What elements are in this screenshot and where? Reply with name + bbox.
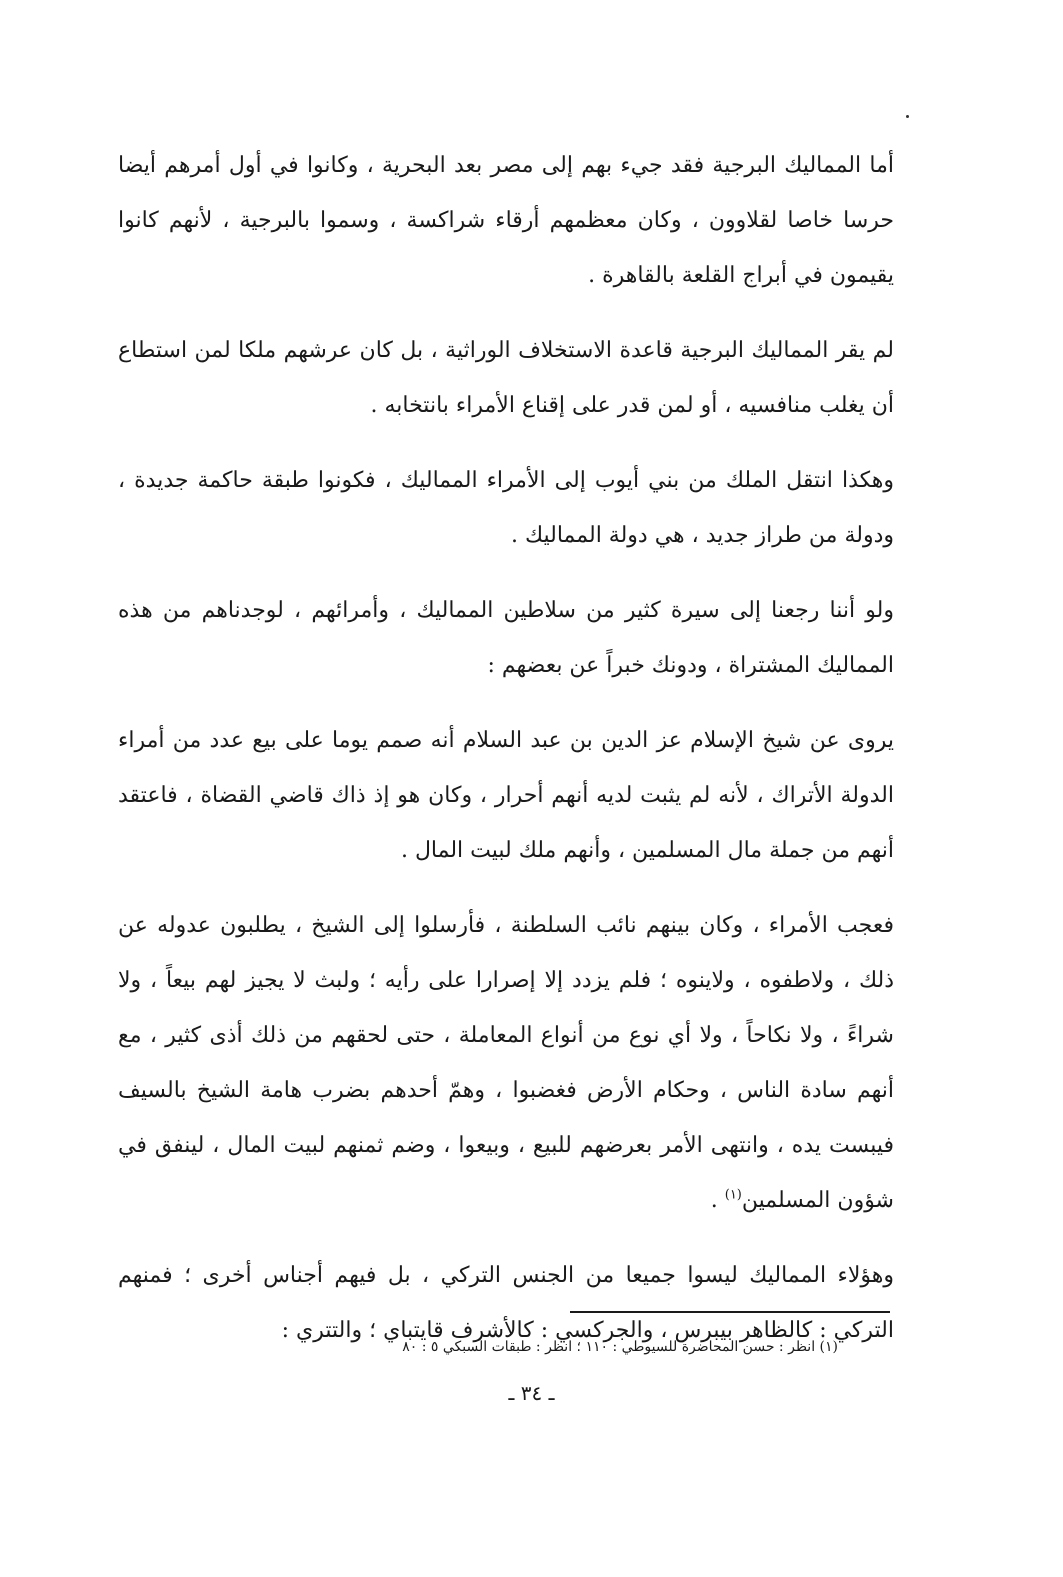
paragraph-5: يروى عن شيخ الإسلام عز الدين بن عبد السلام أنه صمم يوما على بيع عدد من أمراء الدولة الأتراك ، لأنه لم يثبت لديه أنهم أحرار ، وكان هو إذ ذاك قاضي القضاة ، فاعتقد أنهم من جملة مال المسلمين ، وأنهم ملك لبيت المال . (118, 728, 894, 863)
footnote-reference[interactable]: (١) (724, 1187, 742, 1203)
paragraph-4: ولو أننا رجعنا إلى سيرة كثير من سلاطين المماليك ، وأمرائهم ، لوجدناهم من هذه المماليك المشتراة ، ودونك خبراً عن بعضهم : (118, 598, 895, 678)
footnote-divider (570, 1311, 890, 1313)
footnote: (١) انظر : حسن المحاضرة للسيوطي : ١١٠ ؛ انظر : طبقات السبكي ٥ : ٨٠ (402, 1339, 838, 1355)
paragraph-3: وهكذا انتقل الملك من بني أيوب إلى الأمراء المماليك ، فكونوا طبقة حاكمة جديدة ، ودولة من طراز جديد ، هي دولة المماليك . (118, 468, 894, 548)
stray-mark (906, 115, 909, 118)
paragraph-7: وهؤلاء المماليك ليسوا جميعا من الجنس التركي ، بل فيهم أجناس أخرى ؛ فمنهم التركي : كالظاهر بيبرس ، والجركسي : كالأشرف قايتباي ؛ والتتري : (118, 1263, 894, 1343)
paragraph-2: لم يقر المماليك البرجية قاعدة الاستخلاف الوراثية ، بل كان عرشهم ملكا لمن استطاع أن يغلب منافسيه ، أو لمن قدر على إقناع الأمراء بانتخابه . (118, 338, 894, 418)
paragraph-1: أما المماليك البرجية فقد جيء بهم إلى مصر بعد البحرية ، وكانوا في أول أمرهم أيضا حرسا خاصا لقلاوون ، وكان معظمهم أرقاء شراكسة ، وسموا بالبرجية ، لأنهم كانوا يقيمون في أبراج القلعة بالقاهرة . (118, 153, 894, 288)
paragraph-6-end: . (710, 1188, 725, 1213)
paragraph-6 (118, 898, 894, 1228)
paragraph-6-text: فعجب الأمراء ، وكان بينهم نائب السلطنة ، فأرسلوا إلى الشيخ ، يطلبون عدوله عن ذلك ، ولاطفوه ، ولاينوه ؛ فلم يزدد إلا إصرارا على رأيه ؛ ولبث لا يجيز لهم بيعاً ، ولا شراءً ، ولا نكاحاً ، ولا أي نوع من أنواع المعاملة ، حتى لحقهم من ذلك أذى كثير ، مع أنهم سادة الناس ، وحكام الأرض فغضبوا ، وهمّ أحدهم بضرب هامة الشيخ بالسيف فيبست يده ، وانتهى الأمر بعرضهم للبيع ، وبيعوا ، وضم ثمنهم لبيت المال ، لينفق في شؤون المسلمين (118, 913, 894, 1213)
page-body (118, 138, 894, 1378)
page-number: ـ ٣٤ ـ (508, 1381, 555, 1405)
